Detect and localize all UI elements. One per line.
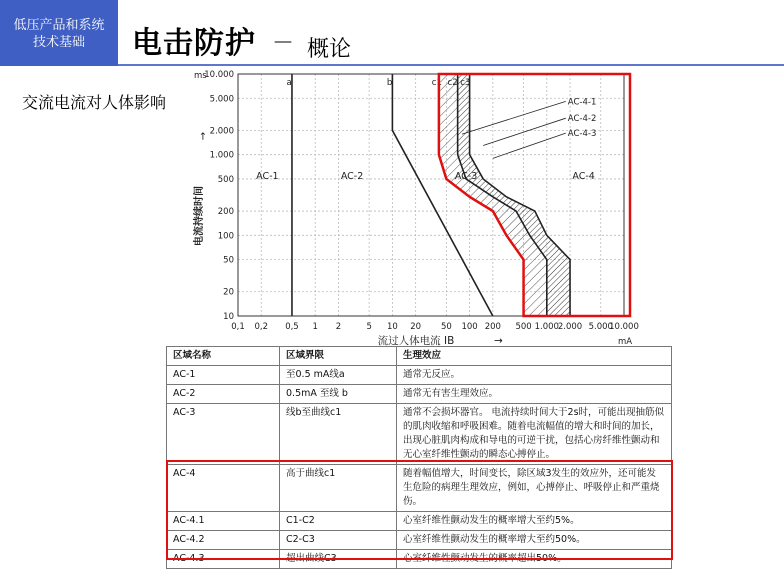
zone-label: AC-1 (256, 170, 279, 182)
y-tick-label: 50 (223, 255, 234, 266)
table-header-limit: 区域界限 (280, 347, 397, 366)
current-time-zone-chart (176, 66, 656, 346)
y-axis-label: 电流持续时间 (194, 186, 205, 246)
zone-limit: 线b至曲线c1 (280, 404, 397, 465)
page-title: 电击防护 (132, 26, 256, 61)
table-row (167, 385, 672, 404)
zone-table (166, 346, 672, 569)
x-tick-label: 200 (484, 322, 501, 332)
x-tick-label: 1 (312, 322, 318, 332)
table-header-effect: 生理效应 (397, 347, 672, 366)
x-tick-label: 20 (410, 322, 422, 332)
zone-limit: 超出曲线C3 (280, 550, 397, 569)
table-row (167, 465, 672, 512)
annotation-leader (462, 101, 566, 134)
y-tick-label: 500 (217, 174, 234, 185)
zone-limit: 0.5mA 至线 b (280, 385, 397, 404)
curve-label: a (286, 77, 292, 88)
y-axis-arrow: → (198, 131, 209, 141)
x-tick-label: 0,1 (231, 322, 245, 332)
section-label: 交流电流对人体影响 (22, 93, 167, 112)
zone-effect: 心室纤维性颤动发生的概率增大至约50%。 (397, 531, 672, 550)
table-row (167, 531, 672, 550)
zone-limit: 高于曲线c1 (280, 465, 397, 512)
table-header-zone: 区域名称 (167, 347, 280, 366)
y-tick-label: 1.000 (209, 150, 234, 161)
annotation-label: AC-4-2 (567, 114, 597, 125)
zone-label: AC-2 (340, 170, 364, 182)
zone-effect: 通常无有害生理效应。 (397, 385, 672, 404)
annotation-label: AC-4-3 (567, 129, 597, 140)
y-tick-label: 100 (217, 231, 234, 242)
y-tick-label: 5.000 (209, 94, 234, 105)
x-tick-label: 5 (366, 322, 372, 332)
table-row (167, 512, 672, 531)
zone-limit: 至0.5 mA线a (280, 366, 397, 385)
brand-line-2: 技术基础 (32, 34, 85, 49)
y-tick-label: 200 (217, 207, 234, 218)
y-unit-label: ms (194, 71, 207, 81)
zone-name: AC-4.1 (167, 512, 280, 531)
zone-effect: 通常不会损坏器官。 电流持续时间大于2s时，可能出现抽筋似的肌肉收缩和呼吸困难。随着电流幅值的增大和时间的加长，出现心脏肌肉构成和导电的可逆干扰，包括心房纤维性颤动和无心室纤维性颤动的瞬态心搏停止。 (397, 404, 672, 465)
page-subtitle: 概论 (307, 37, 352, 62)
y-tick-label: 2.000 (209, 126, 234, 137)
x-tick-label: 0,5 (285, 322, 299, 332)
x-tick-label: 10 (386, 322, 398, 332)
zone-name: AC-4.2 (167, 531, 280, 550)
y-tick-label: 10 (223, 312, 234, 322)
zone-limit: C1-C2 (280, 512, 397, 531)
curve-label: c3 (460, 77, 471, 88)
table-header-row (167, 347, 672, 366)
table-row (167, 366, 672, 385)
curve-label: b (386, 77, 393, 88)
curve-label: c1 (431, 77, 442, 88)
zone-name: AC-4 (167, 465, 280, 512)
curve-label: c2 (447, 77, 458, 88)
table-row (167, 404, 672, 465)
x-axis-label: 流过人体电流 IB (377, 335, 455, 346)
title-separator: － (272, 30, 295, 55)
x-tick-label: 0,2 (254, 322, 269, 332)
x-tick-label: 500 (515, 322, 532, 332)
table-row (167, 550, 672, 569)
brand-line-1: 低压产品和系统 (13, 17, 105, 32)
x-tick-label: 50 (440, 322, 452, 332)
zone-name: AC-2 (167, 385, 280, 404)
zone-name: AC-3 (167, 404, 280, 465)
x-tick-label: 5.000 (588, 322, 613, 332)
zone-effect: 随着幅值增大，时间变长，除区域3发生的效应外，还可能发生危险的病理生理效应，例如，心搏停止、呼吸停止和严重烧伤。 (397, 465, 672, 512)
x-tick-label: 10.000 (609, 322, 639, 332)
zone-limit: C2-C3 (280, 531, 397, 550)
annotation-label: AC-4-1 (567, 97, 597, 108)
x-tick-label: 100 (461, 322, 478, 332)
x-axis-arrow: → (494, 335, 503, 346)
zone-effect: 通常无反应。 (397, 366, 672, 385)
zone-label: AC-3 (454, 170, 478, 182)
x-tick-label: 2.000 (557, 322, 583, 332)
x-unit-label: mA (618, 337, 633, 346)
zone-effect: 心室纤维性颤动发生的概率增大至约5%。 (397, 512, 672, 531)
y-tick-label: 20 (223, 287, 234, 298)
x-tick-label: 2 (335, 322, 342, 332)
x-tick-label: 1.000 (534, 322, 559, 332)
zone-label: AC-4 (572, 170, 595, 182)
annotation-leader (483, 118, 566, 145)
brand-block (0, 0, 118, 66)
y-tick-label: 10.000 (204, 70, 234, 80)
zone-name: AC-1 (167, 366, 280, 385)
zone-name: AC-4.3 (167, 550, 280, 569)
zone-effect: 心室纤维性颤动发生的概率超出50%。 (397, 550, 672, 569)
